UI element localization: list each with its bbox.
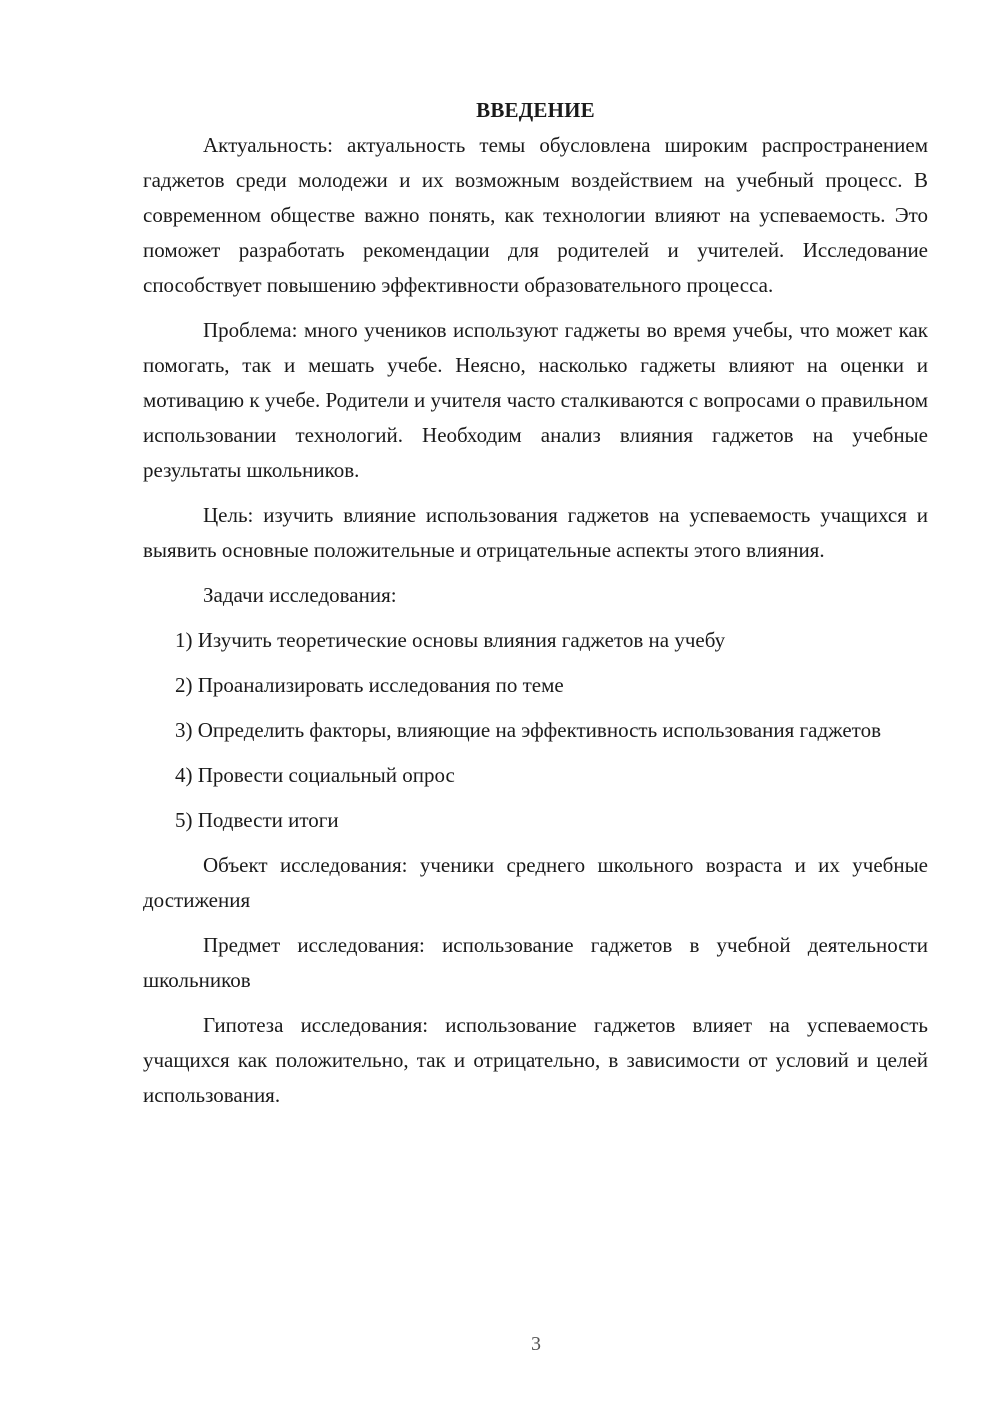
relevance-paragraph: Актуальность: актуальность темы обусловлена широким распространением гаджетов среди молодежи и их возможным воздействием на учебный процесс. В современном обществе важно понять, как технологии влияют на успеваемость. Это поможет разработать рекомендации для родителей и учителей. Исследование способствует повышению эффективности образовательного процесса. [143,133,928,297]
document-page [143,92,928,1113]
object-paragraph: Объект исследования: ученики среднего школьного возраста и их учебные достижения [143,853,928,912]
hypothesis-paragraph: Гипотеза исследования: использование гаджетов влияет на успеваемость учащихся как положительно, так и отрицательно, в зависимости от условий и целей использования. [143,1013,928,1107]
goal-paragraph: Цель: изучить влияние использования гаджетов на успеваемость учащихся и выявить основные положительные и отрицательные аспекты этого влияния. [143,503,928,562]
task-item: 4) Провести социальный опрос [175,763,455,787]
page-title: ВВЕДЕНИЕ [476,98,595,122]
subject-paragraph: Предмет исследования: использование гаджетов в учебной деятельности школьников [143,933,928,992]
task-item: 5) Подвести итоги [175,808,339,832]
tasks-list [143,623,928,838]
task-item: 3) Определить факторы, влияющие на эффективность использования гаджетов [175,718,882,742]
problem-paragraph: Проблема: много учеников используют гаджеты во время учебы, что может как помогать, так и мешать учебе. Неясно, насколько гаджеты влияют на оценки и мотивацию к учебе. Родители и учителя часто сталкиваются с вопросами о правильном использовании технологий. Необходим анализ влияния гаджетов на учебные результаты школьников. [143,318,928,482]
tasks-heading: Задачи исследования: [203,583,397,607]
task-item: 2) Проанализировать исследования по теме [175,673,564,697]
page-number: 3 [531,1333,541,1355]
task-item: 1) Изучить теоретические основы влияния гаджетов на учебу [175,628,726,652]
